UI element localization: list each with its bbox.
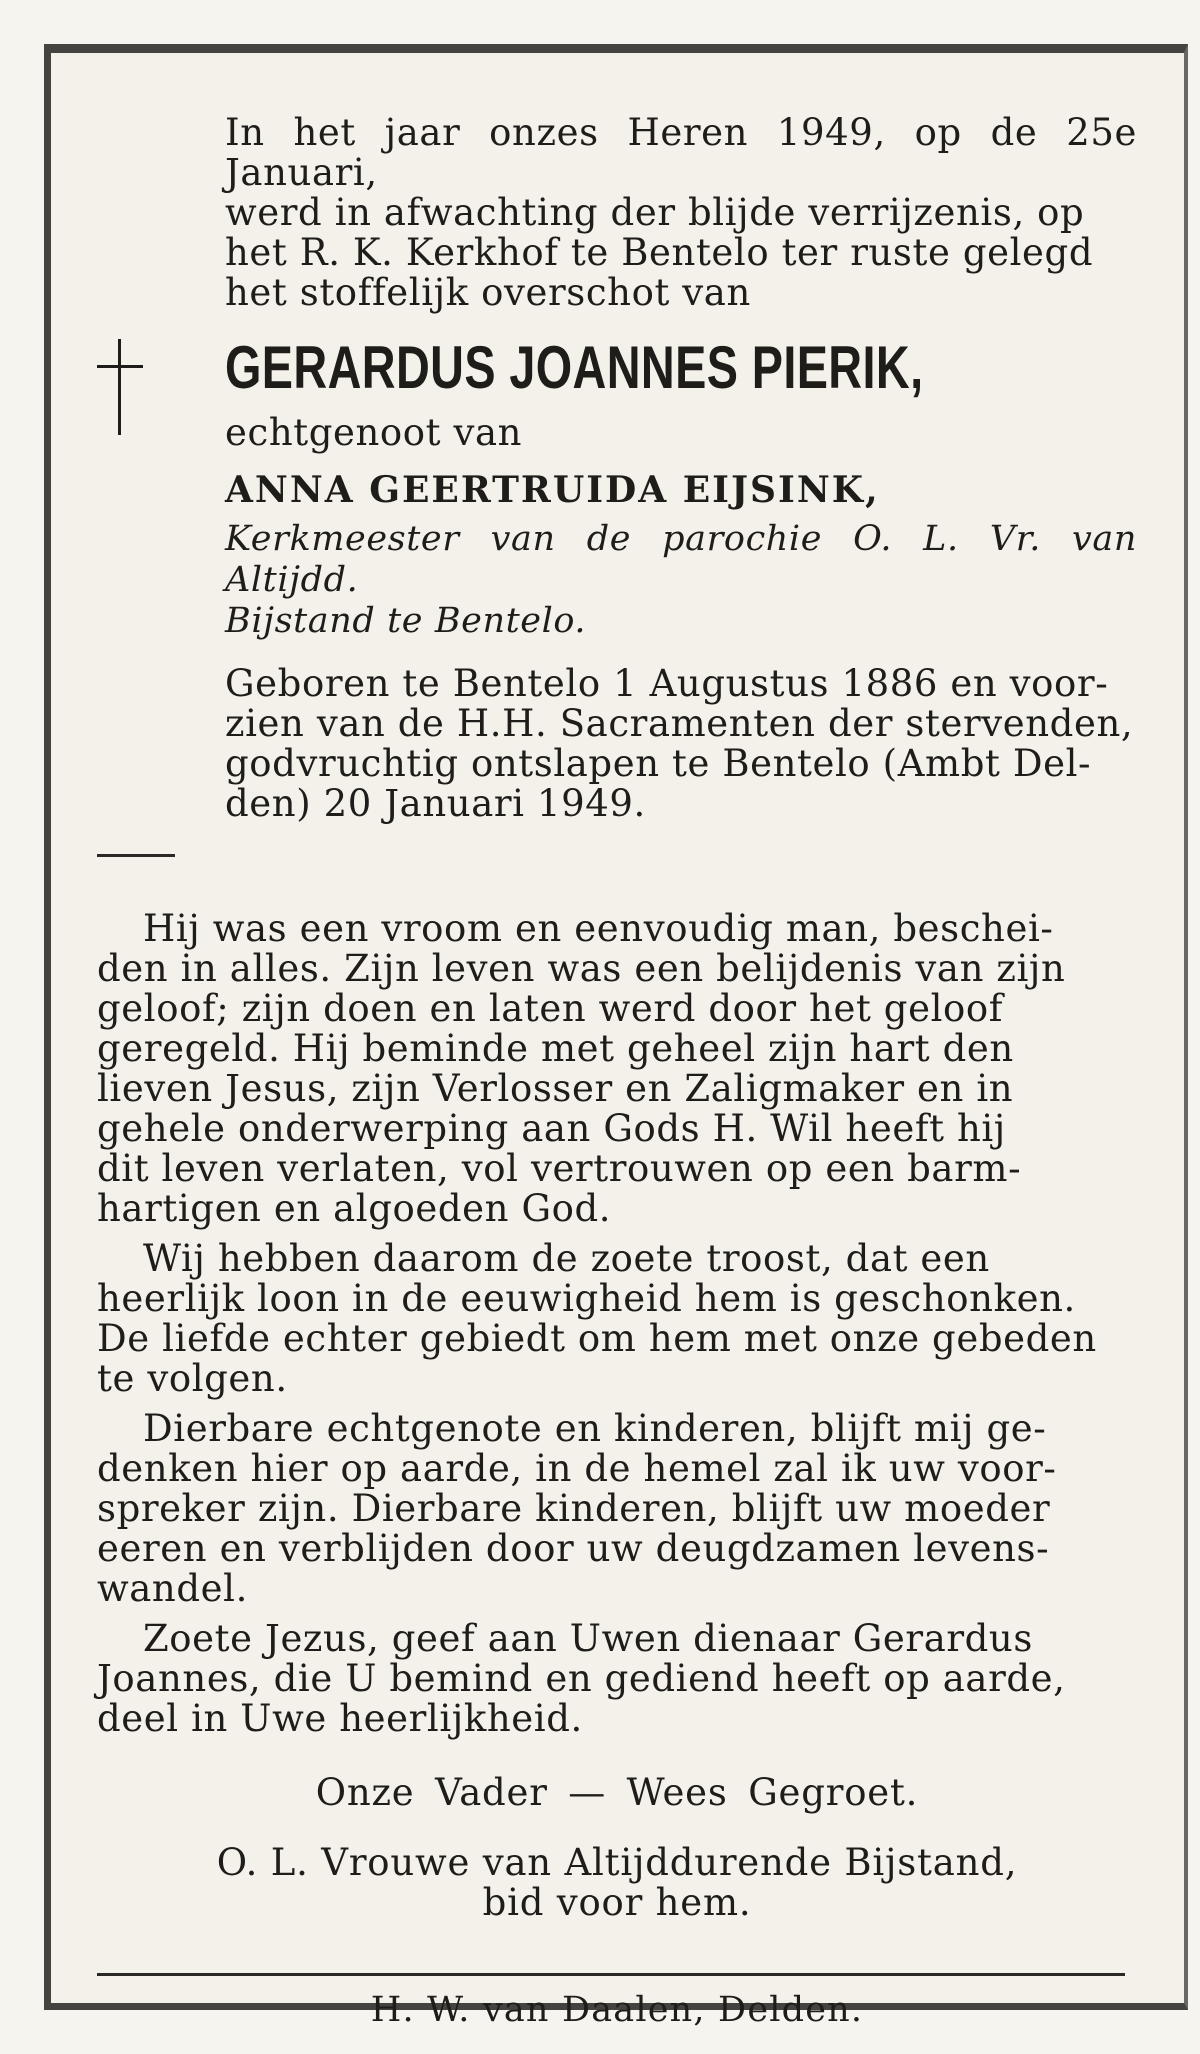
paragraph-line: eeren en verblijden door uw deugdzamen levens-: [97, 1527, 1050, 1570]
spouse-label: echtgenoot van: [225, 411, 523, 454]
paragraph-line: spreker zijn. Dierbare kinderen, blijft uw moeder: [97, 1487, 1051, 1530]
birth-line: Geboren te Bentelo 1 Augustus 1886 en voor-: [225, 662, 1109, 705]
paragraph-line: te volgen.: [97, 1357, 288, 1400]
paragraph-line: Wij hebben daarom de zoete troost, dat een: [143, 1237, 990, 1280]
deceased-name-row: [97, 333, 1137, 405]
body-text: [97, 909, 1137, 1739]
birth-text: [97, 664, 1137, 824]
invocation-line: bid voor hem.: [482, 1881, 752, 1924]
paragraph-line: deel in Uwe heerlijkheid.: [97, 1697, 583, 1740]
memorial-card: [44, 44, 1188, 2030]
paragraph: [97, 1409, 1137, 1609]
section-divider: [97, 854, 175, 857]
role-line: Bijstand te Bentelo.: [225, 601, 587, 641]
intro-line: het stoffelijk overschot van: [225, 271, 751, 314]
intro-line: werd in afwachting der blijde verrijzenis, op: [225, 191, 1085, 234]
paragraph-line: Dierbare echtgenote en kinderen, blijft mij ge-: [143, 1407, 1047, 1450]
cross-icon: [97, 339, 143, 435]
paragraph-line: Zoete Jezus, geef aan Uwen dienaar Gerardus: [143, 1617, 1033, 1660]
paragraph-line: Hij was een vroom en eenvoudig man, beschei-: [143, 907, 1054, 950]
deceased-name: GERARDUS JOANNES PIERIK,: [225, 334, 924, 401]
intro-line: het R. K. Kerkhof te Bentelo ter ruste gelegd: [225, 231, 1094, 274]
paragraph: [97, 1619, 1137, 1739]
birth-line: godvruchtig ontslapen te Bentelo (Ambt Del-: [225, 742, 1092, 785]
paragraph-line: De liefde echter gebiedt om hem met onze gebeden: [97, 1317, 1097, 1360]
birth-line: den) 20 Januari 1949.: [225, 782, 646, 825]
paragraph-line: hartigen en algoeden God.: [97, 1187, 612, 1230]
paragraph: [97, 909, 1137, 1229]
invocation-line: O. L. Vrouwe van Altijddurende Bijstand,: [216, 1841, 1018, 1884]
paragraph-line: geloof; zijn doen en laten werd door het geloof: [97, 987, 1004, 1030]
printer-credit: H. W. van Daalen, Delden.: [370, 1990, 864, 2030]
card-content: [97, 113, 1137, 2030]
paragraph-line: wandel.: [97, 1567, 248, 1610]
paragraph-line: geregeld. Hij beminde met geheel zijn hart den: [97, 1027, 1014, 1070]
prayer-line: Onze Vader — Wees Gegroet.: [315, 1771, 919, 1814]
intro-line: In het jaar onzes Heren 1949, op de 25e Januari,: [225, 111, 1137, 194]
paragraph-line: Joannes, die U bemind en gediend heeft op aarde,: [97, 1657, 1066, 1700]
paragraph: [97, 1239, 1137, 1399]
paragraph-line: gehele onderwerping aan Gods H. Wil heeft hij: [97, 1107, 1006, 1150]
role-line: Kerkmeester van de parochie O. L. Vr. van Altijdd.: [225, 519, 1137, 600]
paragraph-line: dit leven verlaten, vol vertrouwen op een barm-: [97, 1147, 1022, 1190]
paragraph-line: lieven Jesus, zijn Verlosser en Zaligmaker en in: [97, 1067, 1014, 1110]
birth-line: zien van de H.H. Sacramenten der stervenden,: [225, 702, 1134, 745]
footer-divider: [97, 1973, 1125, 1976]
invocation: [97, 1843, 1137, 1923]
paragraph-line: den in alles. Zijn leven was een belijdenis van zijn: [97, 947, 1066, 990]
paragraph-line: heerlijk loon in de eeuwigheid hem is geschonken.: [97, 1277, 1076, 1320]
spouse-name: ANNA GEERTRUIDA EIJSINK,: [225, 469, 880, 511]
spouse-block: [97, 413, 1137, 642]
paragraph-line: denken hier op aarde, in de hemel zal ik uw voor-: [97, 1447, 1057, 1490]
intro-text: [97, 113, 1137, 313]
